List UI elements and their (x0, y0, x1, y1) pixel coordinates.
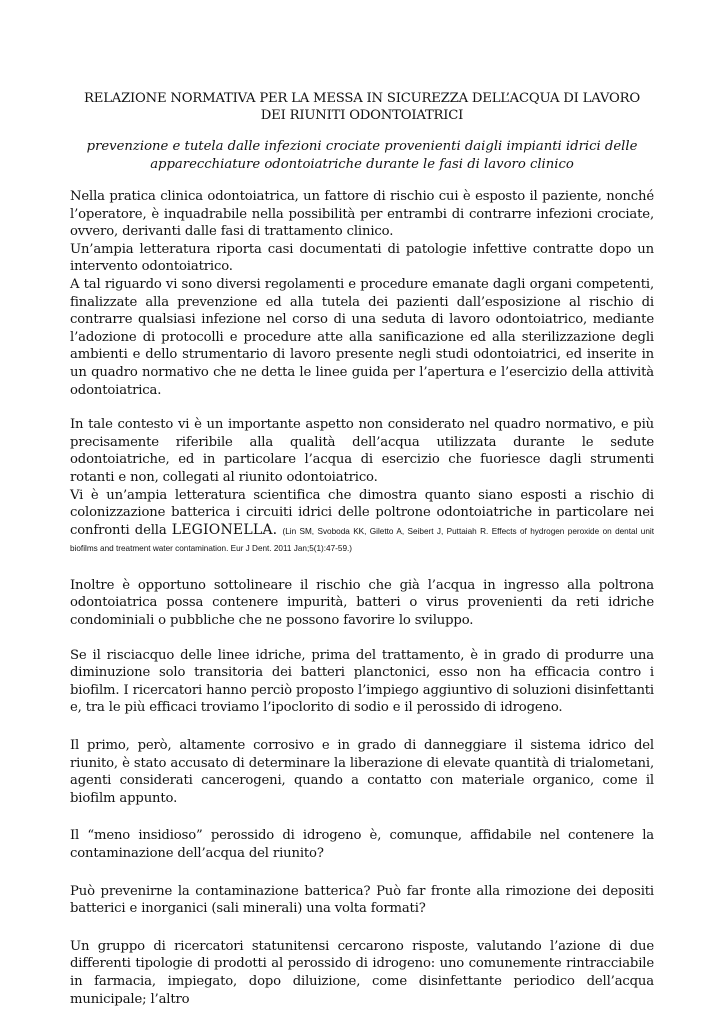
paragraph-4: In tale contesto vi è un importante aspetto non considerato nel quadro normativo, e più precisamente riferibile alla qualità dell’acqua utilizzata durante le sedute odontoiatriche, ed in particolare l’acqua di esercizio che fuoriesce dagli strumenti rotanti e non, collegati al riunito odontoiatrico. (70, 417, 654, 485)
paragraph-1: Nella pratica clinica odontoiatrica, un fattore di rischio cui è esposto il paziente, nonché l’operatore, è inquadrabile nella possibilità per entrambi di contrarre infezioni crociate, ovvero, derivanti dalle fasi di trattamento clinico. (70, 189, 654, 240)
paragraph-5 (70, 487, 654, 557)
paragraph-3: A tal riguardo vi sono diversi regolamenti e procedure emanate dagli organi competenti, finalizzate alla prevenzione ed alla tutela dei pazienti dall’esposizione al rischio di contrarre qualsiasi infezione nel corso di una seduta di lavoro odontoiatrico, mediante l’adozione di protocolli e procedure atte alla sanificazione ed alla sterilizzazione degli ambienti e dello strumentario di lavoro presente negli studi odontoiatrici, ed inserite in un quadro normativo che ne detta le linee guida per l’apertura e l’esercizio della attività odontoiatrica. (70, 276, 654, 398)
paragraph-6: Inoltre è opportuno sottolineare il rischio che già l’acqua in ingresso alla poltrona odontoiatrica possa contenere impurità, batteri o virus provenienti da reti idriche condominiali o pubbliche che ne possono favorire lo sviluppo. (70, 577, 654, 629)
document-body (70, 188, 654, 1008)
legionella-keyword: LEGIONELLA. (171, 521, 278, 538)
paragraph-7: Se il risciacquo delle linee idriche, prima del trattamento, è in grado di produrre una diminuzione solo transitoria dei batteri planctonici, esso non ha efficacia contro i biofilm. I ricercatori hanno perciò proposto l’impiego aggiuntivo di soluzioni disinfettanti e, tra le più efficaci troviamo l’ipoclorito di sodio e il perossido di idrogeno. (70, 647, 654, 716)
paragraph-5-text: Vi è un’ampia letteratura scientifica che dimostra quanto siano esposti a rischio di colonizzazione batterica i circuiti idrici delle poltrone odontoiatriche in particolare nei confronti della (70, 487, 654, 538)
paragraph-10: Può prevenirne la contaminazione batterica? Può far fronte alla rimozione dei depositi batterici e inorganici (sali minerali) una volta formati? (70, 883, 654, 917)
document-subtitle: prevenzione e tutela dalle infezioni crociate provenienti daigli impianti idrici delle apparecchiature odontoiatriche durante le fasi di lavoro clinico (86, 139, 638, 172)
citation: (Lin SM, Svoboda KK, Giletto A, Seibert J, Puttaiah R. Effects of hydrogen peroxide on dental unit biofilms and treatment water contamination. Eur J Dent. 2011 Jan;5(1):47-59.) (70, 526, 654, 554)
paragraph-11: Un gruppo di ricercatori statunitensi cercarono risposte, valutando l’azione di due differenti tipologie di prodotti al perossido di idrogeno: uno comunemente rintracciabile in farmacia, impiegato, dopo diluizione, come disinfettante periodico dell’acqua municipale; l’altro (70, 938, 654, 1007)
paragraph-8: Il primo, però, altamente corrosivo e in grado di danneggiare il sistema idrico del riunito, è stato accusato di determinare la liberazione di elevate quantità di trialometani, agenti considerati cancerogeni, quando a contatto con materiale organico, come il biofilm appunto. (70, 738, 654, 806)
paragraph-9: Il “meno insidioso” perossido di idrogeno è, comunque, affidabile nel contenere la contaminazione dell’acqua del riunito? (70, 828, 654, 861)
document-title: RELAZIONE NORMATIVA PER LA MESSA IN SICUREZZA DELL’ACQUA DI LAVORO DEI RIUNITI ODONTOIATRICI (84, 91, 640, 123)
paragraph-2: Un’ampia letteratura riporta casi documentati di patologie infettive contratte dopo un intervento odontoiatrico. (70, 241, 654, 275)
